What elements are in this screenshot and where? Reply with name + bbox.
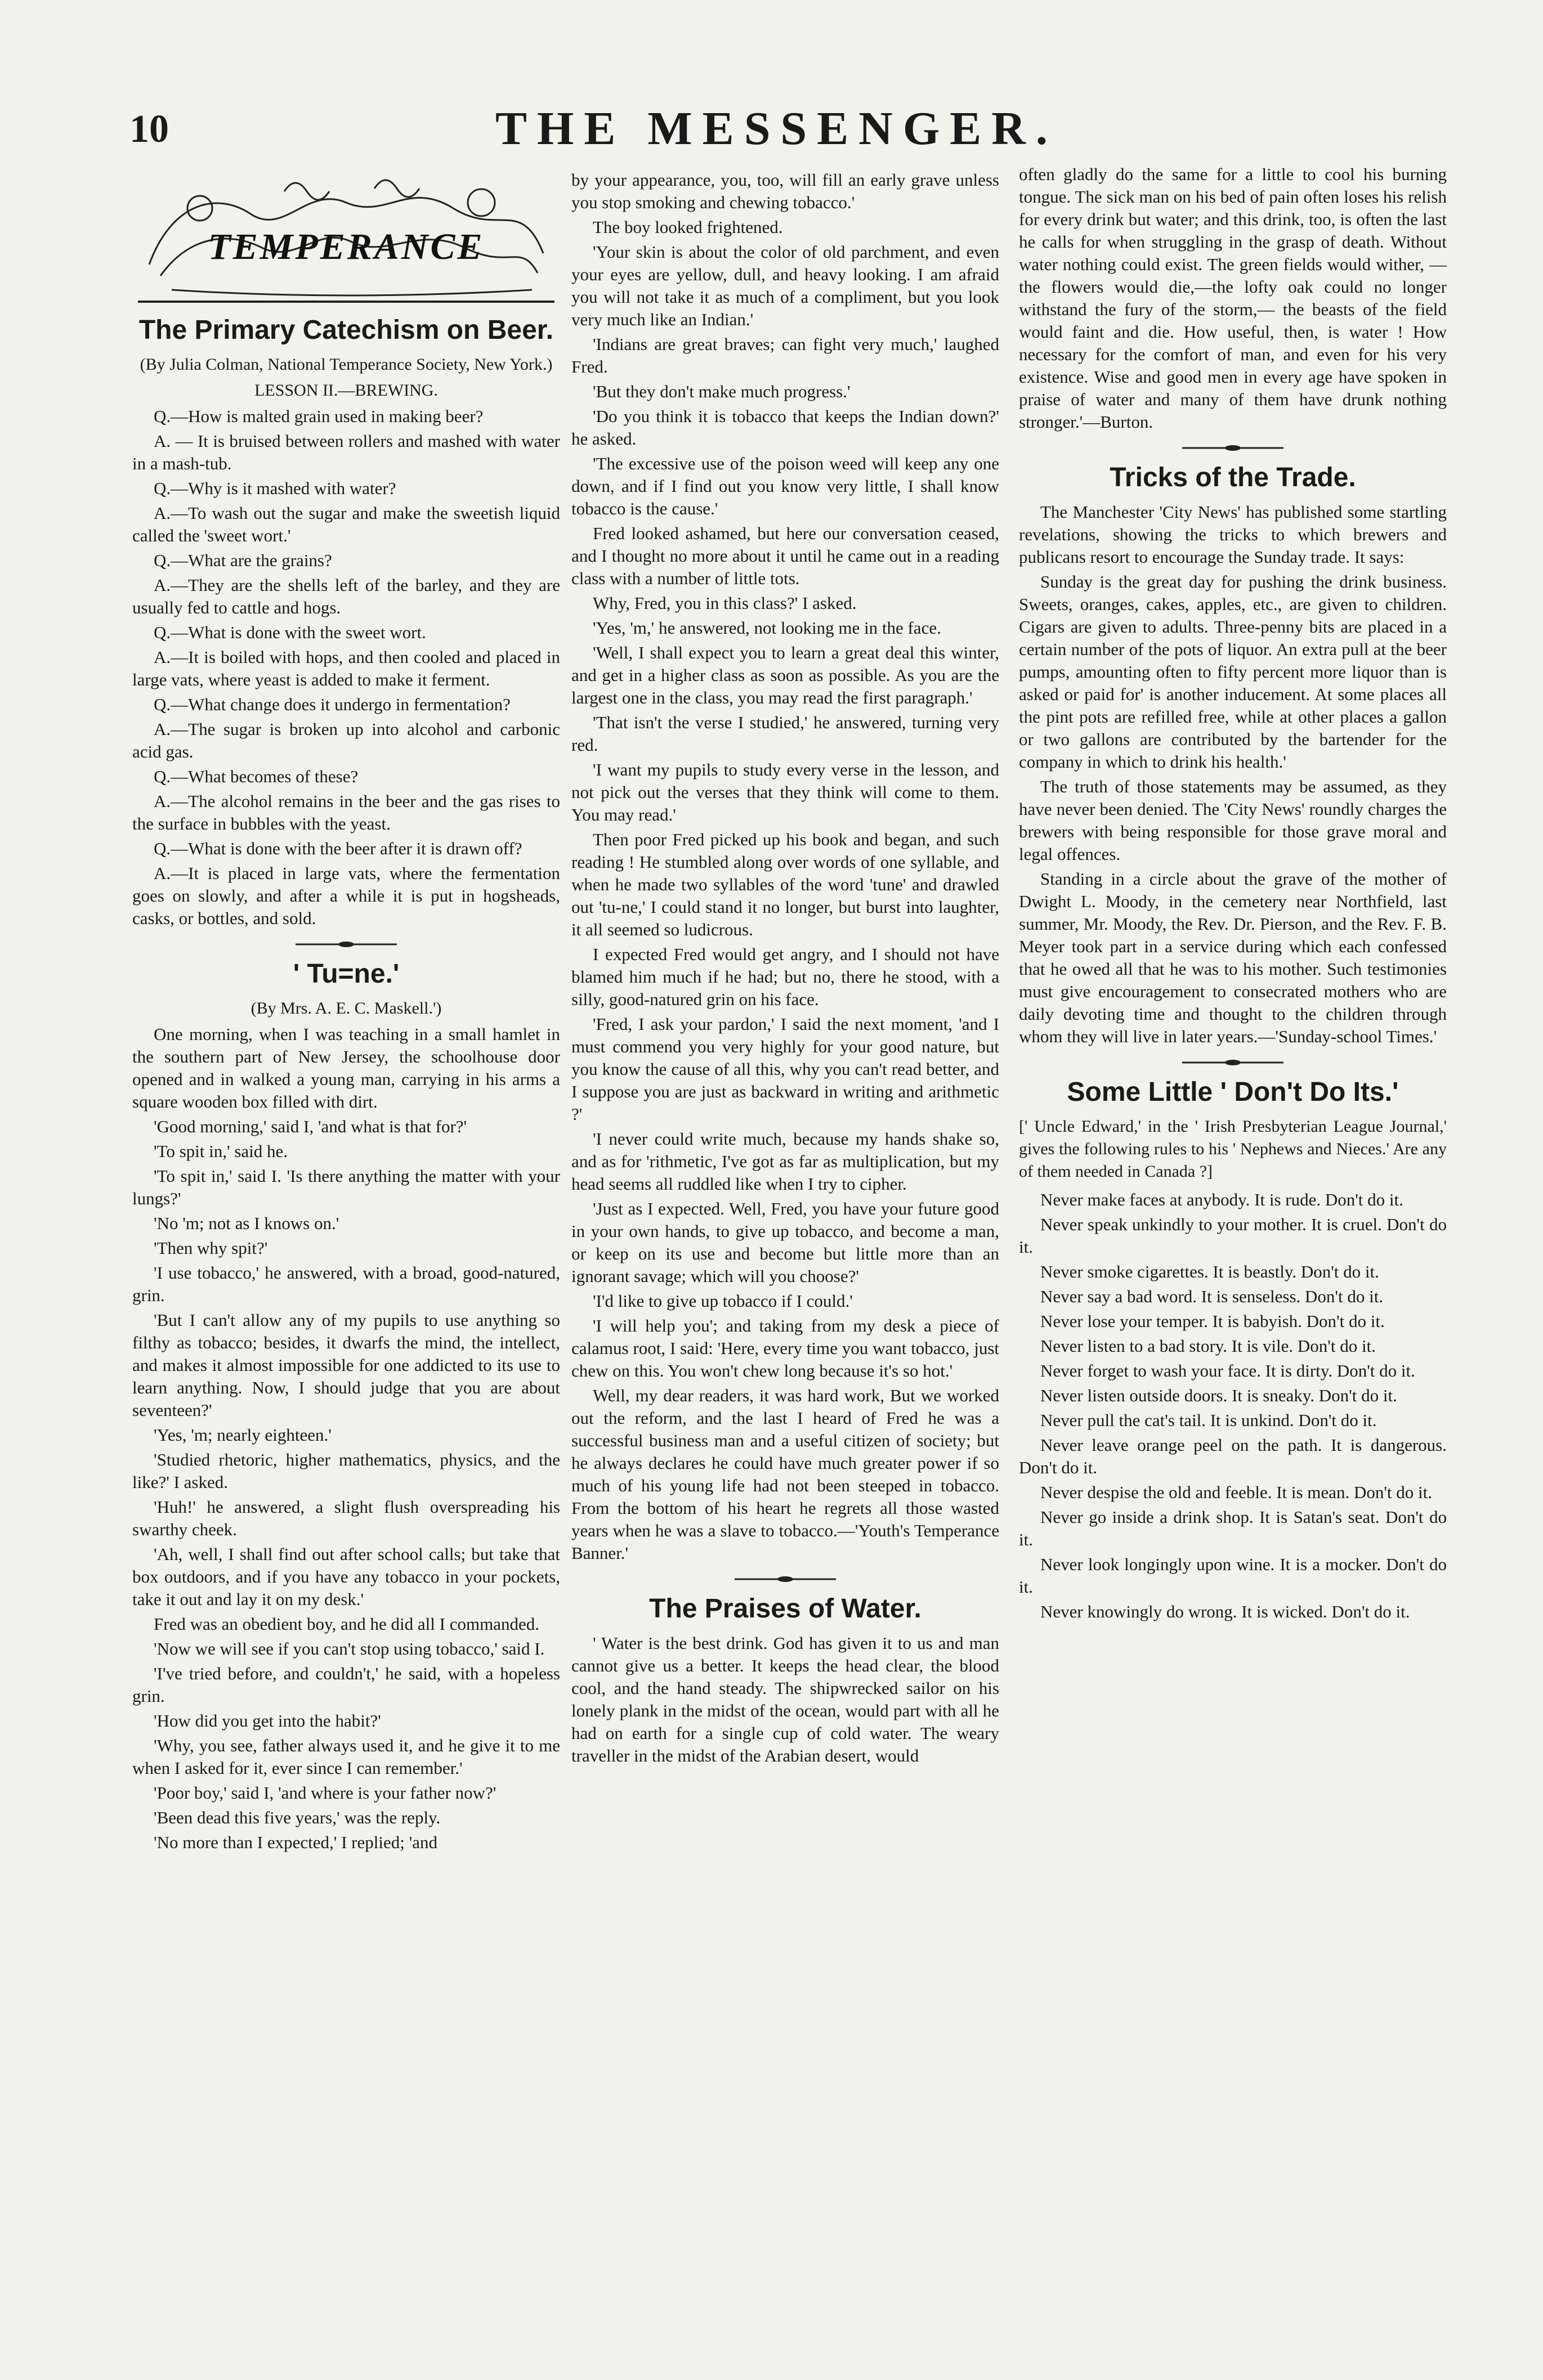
tune-paragraph: 'The excessive use of the poison weed will keep any one down, and if I find out you know very little, I shall know tobacco is the cause.' (571, 454, 999, 518)
tune-paragraph: 'Been dead this five years,' was the reply. (154, 1808, 441, 1827)
dont-rule: Never pull the cat's tail. It is unkind. Don't do it. (1040, 1410, 1377, 1430)
column-2 (571, 169, 999, 1769)
catechism-paragraph: A.—They are the shells left of the barley, and they are usually fed to cattle and hogs. (132, 575, 560, 617)
tune-paragraph: 'That isn't the verse I studied,' he answered, turning very red. (571, 712, 999, 755)
column-1 (132, 169, 560, 1856)
tune-paragraph: 'I've tried before, and couldn't,' he said, with a hopeless grin. (132, 1664, 560, 1706)
catechism-paragraph: Q.—What is done with the sweet wort. (154, 622, 426, 642)
catechism-paragraph: A.—The sugar is broken up into alcohol and carbonic acid gas. (132, 719, 560, 761)
dont-body (1019, 1115, 1447, 1623)
dont-rule: Never leave orange peel on the path. It is dangerous. Don't do it. (1019, 1435, 1447, 1477)
tune-paragraph: Then poor Fred picked up his book and began, and such reading ! He stumbled along over words of one syllable, and when he made two syllables of the word 'tune' and drawled out 'tu-ne,' I could stand it no longer, but burst into laughter, it all seemed so ludicrous. (571, 830, 999, 939)
tune-paragraph: 'Huh!' he answered, a slight flush overspreading his swarthy cheek. (132, 1497, 560, 1539)
tricks-paragraph: Standing in a circle about the grave of the mother of Dwight L. Moody, in the cemetery near Northfield, last summer, Mr. Moody, the Rev. Dr. Pierson, and the Rev. F. B. Meyer took part in a service during which each confessed that he owed all that he was to his mother. Such testimonies must give encouragement to consecrated mothers who are daily devoting time and thought to the children through whom they will live in later years.—'Sunday-school Times.' (1019, 869, 1447, 1046)
tune-paragraph: I expected Fred would get angry, and I should not have blamed him much if he had; but no, there he stood, with a silly, good-natured grin on his face. (571, 944, 999, 1009)
dont-rule: Never listen to a bad story. It is vile. Don't do it. (1040, 1336, 1376, 1356)
tricks-body (1019, 501, 1447, 1048)
paper-title: THE MESSENGER. (495, 102, 1058, 155)
tune-paragraph: 'Indians are great braves; can fight very much,' laughed Fred. (571, 334, 999, 377)
tricks-paragraph: Sunday is the great day for pushing the drink business. Sweets, oranges, cakes, apples, etc., are given to children. Cigars are given to adults. Three-penny bits are placed in a certain number of the pots of liquor. An extra pull at the beer pumps, amounting often to fifty percent more liquor than is asked or paid for' is another inducement. At some places all the pint pots are refilled free, while at other places a gallon or two gallons are contributed by the bartender for the company in which to drink his health.' (1019, 572, 1447, 772)
tricks-paragraph: The truth of those statements may be assumed, as they have never been denied. The 'City News' roundly charges the brewers with being responsible for those grave moral and legal offences. (1019, 777, 1447, 864)
tune-paragraph: 'To spit in,' said he. (154, 1141, 288, 1161)
water-title: The Praises of Water. (649, 1594, 922, 1624)
tune-paragraph: 'Fred, I ask your pardon,' I said the next moment, 'and I must commend you very highly for your good nature, but you know the cause of all this, why you can't read better, and I suppose you are just as backward in writing and arithmetic ?' (571, 1014, 999, 1124)
dont-rule: Never smoke cigarettes. It is beastly. Don't do it. (1040, 1262, 1379, 1281)
tune-paragraph: 'I will help you'; and taking from my desk a piece of calamus root, I said: 'Here, every time you want tobacco, just chew on this. You won't chew long because it's so hot.' (571, 1316, 999, 1381)
masthead (129, 96, 1430, 158)
tune-paragraph: 'But they don't make much progress.' (593, 382, 851, 401)
catechism-paragraph: Q.—Why is it mashed with water? (154, 478, 396, 498)
tune-paragraph: Fred was an obedient boy, and he did all I commanded. (154, 1614, 539, 1634)
catechism-title: The Primary Catechism on Beer. (138, 315, 554, 345)
catechism-body (132, 405, 560, 930)
water-body-part-1 (571, 1632, 999, 1767)
tune-paragraph: 'I use tobacco,' he answered, with a broad, good-natured, grin. (132, 1263, 560, 1305)
tune-paragraph: 'I'd like to give up tobacco if I could.' (593, 1291, 853, 1311)
tune-paragraph: 'I never could write much, because my hands shake so, and as for 'rithmetic, I've got as far as multiplication, but my head seems all ruddled like when I try to cipher. (571, 1129, 999, 1194)
tune-paragraph: 'I want my pupils to study every verse in the lesson, and not pick out the verses that they think will come to them. You may read.' (571, 760, 999, 824)
water-body-part-2 (1019, 163, 1447, 433)
tricks-paragraph: The Manchester 'City News' has published some startling revelations, showing the tricks to which brewers and publicans resort to encourage the Sunday trade. It says: (1019, 502, 1447, 567)
catechism-paragraph: Q.—What are the grains? (154, 550, 332, 570)
tune-paragraph: 'Do you think it is tobacco that keeps the Indian down?' he asked. (571, 406, 999, 449)
dont-rule: Never speak unkindly to your mother. It is cruel. Don't do it. (1019, 1214, 1447, 1257)
catechism-paragraph: Q.—What becomes of these? (154, 767, 359, 786)
section-divider (571, 1576, 999, 1583)
tune-paragraph: 'Your skin is about the color of old parchment, and even your eyes are yellow, dull, and heavy looking. I am afraid you will not take it as much of a compliment, but you look very much like an Indian.' (571, 242, 999, 329)
tune-paragraph: 'Yes, 'm,' he answered, not looking me in the face. (593, 618, 941, 638)
tune-title: ' Tu=ne.' (293, 959, 400, 989)
tune-paragraph: by your appearance, you, too, will fill an early grave unless you stop smoking and chewing tobacco.' (571, 170, 999, 212)
catechism-paragraph: Q.—What change does it undergo in fermentation? (154, 694, 511, 714)
water-paragraph: ' Water is the best drink. God has given it to us and man cannot give us a better. It keeps the head clear, the blood cool, and the hand steady. The shipwrecked sailor on his lonely plank in the midst of the ocean, would part with all he had on earth for a single cup of cold water. The weary traveller in the midst of the Arabian desert, would (571, 1633, 999, 1765)
catechism-paragraph: A.—The alcohol remains in the beer and the gas rises to the surface in bubbles with the yeast. (132, 791, 560, 833)
temperance-banner (132, 169, 560, 304)
banner-word: TEMPERANCE (208, 226, 485, 267)
tune-paragraph: Well, my dear readers, it was hard work, But we worked out the reform, and the last I heard of Fred he was a successful business man and a useful citizen of society; but he always declares he could have much greater power if so much of his young life had not been steeped in tobacco. From the bottom of his heart he regrets all those wasted years when he was a slave to tobacco.—'Youth's Temperance Banner.' (571, 1386, 999, 1563)
catechism-lesson: LESSON II.—BREWING. (254, 381, 438, 400)
dont-rule: Never despise the old and feeble. It is mean. Don't do it. (1040, 1482, 1433, 1502)
tune-paragraph: 'Ah, well, I shall find out after school calls; but take that box outdoors, and if you have any tobacco in your pockets, take it out and lay it on my desk.' (132, 1544, 560, 1609)
tune-paragraph: Fred looked ashamed, but here our conversation ceased, and I thought no more about it until he came out in a reading class with a number of little tots. (571, 523, 999, 588)
catechism-byline: (By Julia Colman, National Temperance Society, New York.) (140, 355, 553, 374)
tune-paragraph: 'Just as I expected. Well, Fred, you have your future good in your own hands, to give up tobacco, and become a man, or keep on its use and become but little more than an ignorant savage; which will you choose?' (571, 1199, 999, 1286)
tune-paragraph: 'Then why spit?' (154, 1238, 268, 1258)
dont-note: [' Uncle Edward,' in the ' Irish Presbyterian League Journal,' gives the following rules to his ' Nephews and Nieces.' Are any of them needed in Canada ?] (1019, 1117, 1447, 1181)
tune-paragraph: 'Yes, 'm; nearly eighteen.' (154, 1425, 332, 1445)
dont-rule: Never look longingly upon wine. It is a mocker. Don't do it. (1019, 1554, 1447, 1597)
dont-title: Some Little ' Don't Do Its.' (1067, 1077, 1399, 1107)
tune-paragraph: 'Well, I shall expect you to learn a great deal this winter, and get in a higher class as soon as possible. As you are the largest one in the class, you may read the first paragraph.' (571, 643, 999, 707)
tune-paragraph: 'How did you get into the habit?' (154, 1711, 381, 1731)
tune-paragraph: The boy looked frightened. (593, 217, 783, 237)
section-divider (1019, 1059, 1447, 1066)
catechism-paragraph: A.—To wash out the sugar and make the sweetish liquid called the 'sweet wort.' (132, 503, 560, 545)
tune-byline: (By Mrs. A. E. C. Maskell.') (251, 999, 442, 1018)
catechism-paragraph: Q.—How is malted grain used in making beer? (154, 406, 484, 426)
section-divider (1019, 445, 1447, 451)
tune-paragraph: 'To spit in,' said I. 'Is there anything the matter with your lungs?' (132, 1166, 560, 1208)
dont-rule: Never knowingly do wrong. It is wicked. Don't do it. (1040, 1602, 1410, 1621)
page-number: 10 (129, 107, 169, 151)
tune-paragraph: One morning, when I was teaching in a small hamlet in the southern part of New Jersey, the schoolhouse door opened and in walked a young man, carrying in his arms a square wooden box filled with dirt. (132, 1024, 560, 1111)
catechism-paragraph: A. — It is bruised between rollers and mashed with water in a mash-tub. (132, 431, 560, 473)
dont-rule: Never lose your temper. It is babyish. Don't do it. (1040, 1311, 1385, 1331)
catechism-paragraph: A.—It is boiled with hops, and then cooled and placed in large vats, where yeast is added to make it ferment. (132, 647, 560, 689)
tricks-title: Tricks of the Trade. (1110, 463, 1356, 492)
tune-paragraph: 'Good morning,' said I, 'and what is that for?' (154, 1117, 467, 1136)
tune-body-part-2 (571, 169, 999, 1565)
tune-paragraph: Why, Fred, you in this class?' I asked. (593, 593, 857, 613)
dont-rule: Never make faces at anybody. It is rude. Don't do it. (1040, 1190, 1403, 1209)
water-paragraph: often gladly do the same for a little to cool his burning tongue. The sick man on his bed of pain often loses his relish for every drink but water; and this drink, too, is often the last he calls for when struggling in the grasp of death. Without water nothing could exist. The green fields would wither, —the flowers would die,—the lofty oak could no longer withstand the fury of the storm,— the beasts of the field would faint and die. How useful, then, is water ! How necessary for the comfort of man, and even for his very existence. Wise and good men in every age have spoken in praise of water and many of them have drunk nothing stronger.'—Burton. (1019, 164, 1447, 432)
tune-paragraph: 'No 'm; not as I knows on.' (154, 1213, 339, 1233)
dont-rule: Never forget to wash your face. It is dirty. Don't do it. (1040, 1361, 1415, 1381)
tune-paragraph: 'Why, you see, father always used it, and he give it to me when I asked for it, ever since I can remember.' (132, 1736, 560, 1778)
catechism-paragraph: Q.—What is done with the beer after it is drawn off? (154, 839, 522, 858)
section-divider (132, 941, 560, 948)
tune-body-part-1 (132, 1023, 560, 1854)
dont-rule: Never listen outside doors. It is sneaky. Don't do it. (1040, 1386, 1397, 1405)
tune-paragraph: 'Poor boy,' said I, 'and where is your father now?' (154, 1783, 497, 1803)
dont-rule: Never say a bad word. It is senseless. Don't do it. (1040, 1287, 1384, 1306)
tune-paragraph: 'No more than I expected,' I replied; 'and (154, 1832, 437, 1852)
catechism-paragraph: A.—It is placed in large vats, where the fermentation goes on slowly, and after a while it is put in hogsheads, casks, or bottles, and sold. (132, 863, 560, 928)
temperance-banner-ornament (138, 169, 554, 304)
dont-rule: Never go inside a drink shop. It is Satan's seat. Don't do it. (1019, 1507, 1447, 1549)
column-3 (1019, 163, 1447, 1625)
tune-paragraph: 'But I can't allow any of my pupils to use anything so filthy as tobacco; besides, it dwarfs the mind, the intellect, and makes it almost impossible for one addicted to its use to learn anything. Now, I should judge that you are about seventeen?' (132, 1310, 560, 1420)
tune-paragraph: 'Now we will see if you can't stop using tobacco,' said I. (154, 1639, 545, 1659)
tune-paragraph: 'Studied rhetoric, higher mathematics, physics, and the like?' I asked. (132, 1450, 560, 1492)
